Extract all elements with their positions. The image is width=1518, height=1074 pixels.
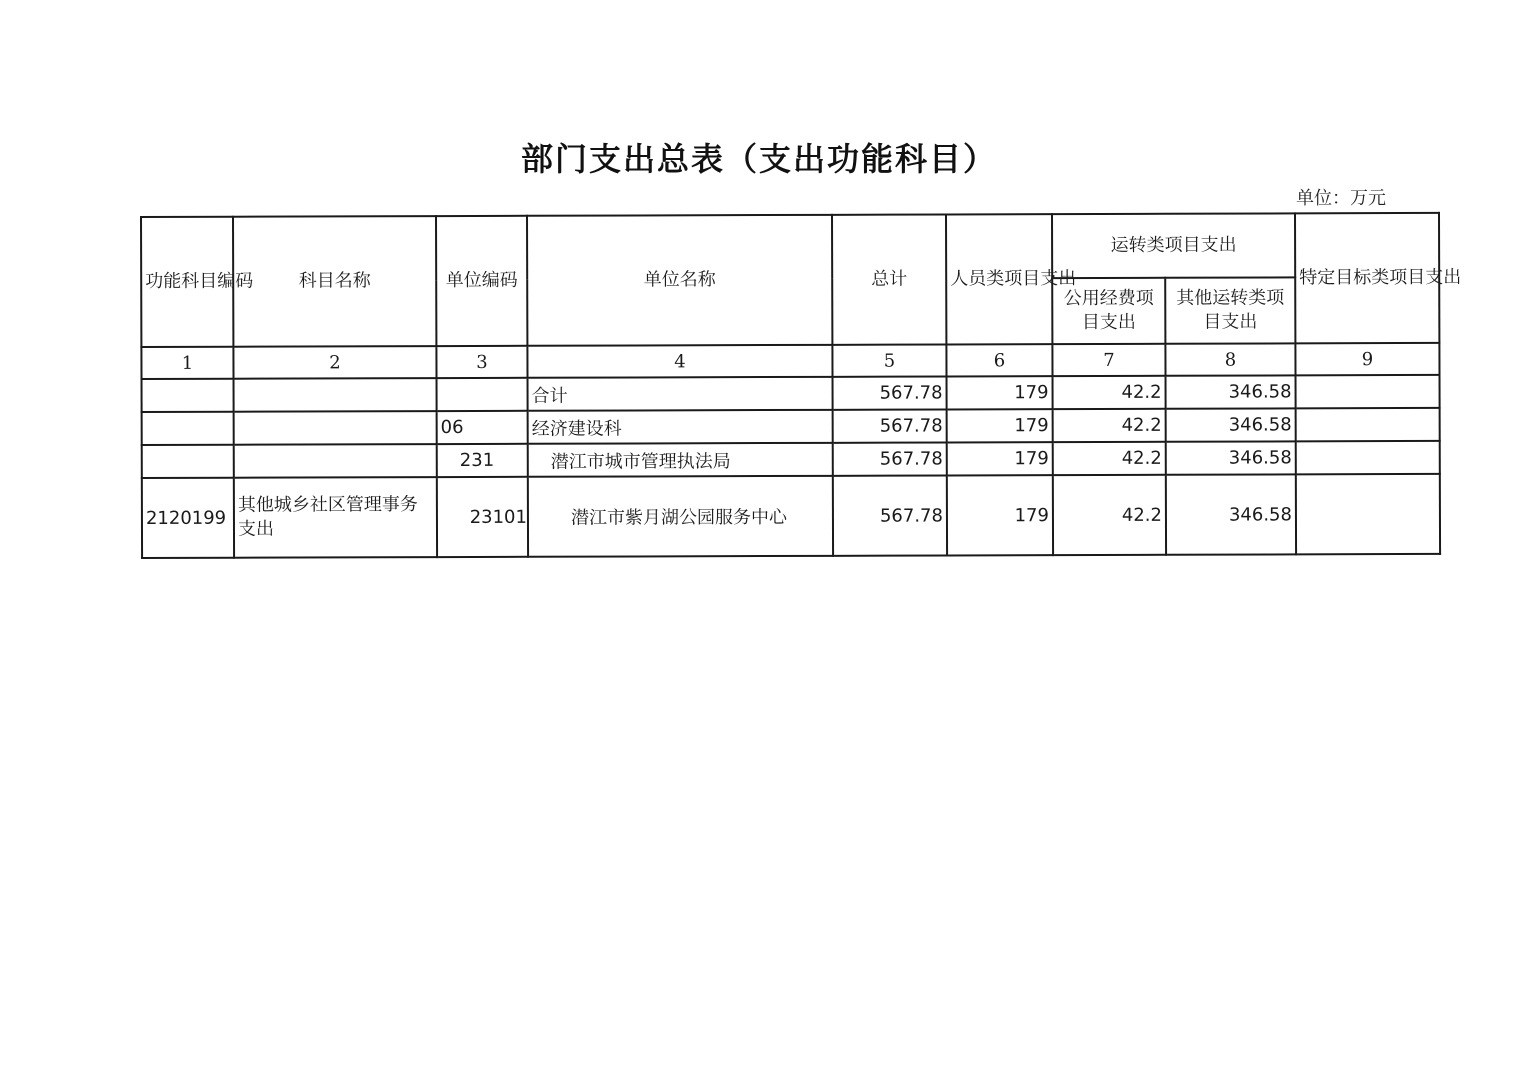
table-row <box>142 408 1440 445</box>
cell-personnel: 179 <box>947 409 1053 442</box>
column-number-row <box>141 343 1439 379</box>
column-number: 1 <box>141 347 233 379</box>
column-number: 7 <box>1052 344 1165 376</box>
header-public-expense: 公用经费项目支出 <box>1052 278 1165 344</box>
cell-func-code <box>142 412 234 445</box>
column-number: 8 <box>1165 343 1295 375</box>
cell-unit-name: 经济建设科 <box>528 410 833 444</box>
cell-other-operation: 346.58 <box>1166 408 1296 441</box>
column-number: 9 <box>1295 343 1439 375</box>
header-unit-code: 单位编码 <box>436 216 527 346</box>
column-number: 3 <box>436 346 527 378</box>
cell-specific <box>1296 474 1440 554</box>
cell-public-expense: 42.2 <box>1053 442 1166 475</box>
column-number: 6 <box>946 344 1052 376</box>
table-row <box>142 375 1440 412</box>
cell-public-expense: 42.2 <box>1053 376 1166 409</box>
header-operation: 运转类项目支出 <box>1052 213 1295 278</box>
column-number: 4 <box>527 345 832 378</box>
cell-total: 567.78 <box>833 442 947 475</box>
page-title: 部门支出总表（支出功能科目） <box>520 140 997 178</box>
cell-func-code <box>142 445 234 478</box>
header-subject-name: 科目名称 <box>233 216 436 347</box>
cell-unit-name: 合计 <box>528 377 833 411</box>
cell-unit-name: 潜江市城市管理执法局 <box>528 443 833 477</box>
cell-other-operation: 346.58 <box>1166 441 1296 474</box>
cell-func-code: 2120199 <box>142 478 234 558</box>
cell-subject-name: 其他城乡社区管理事务支出 <box>234 477 437 558</box>
cell-total: 567.78 <box>833 475 947 555</box>
cell-personnel: 179 <box>947 376 1053 409</box>
cell-public-expense: 42.2 <box>1053 409 1166 442</box>
cell-personnel: 179 <box>947 475 1053 555</box>
header-personnel: 人员类项目支出 <box>946 214 1052 344</box>
cell-total: 567.78 <box>833 409 947 442</box>
cell-specific <box>1296 441 1440 474</box>
cell-unit-name: 潜江市紫月湖公园服务中心 <box>528 476 833 557</box>
column-number: 2 <box>233 346 436 379</box>
header-row-1 <box>141 213 1439 281</box>
cell-func-code <box>142 379 234 412</box>
cell-other-operation: 346.58 <box>1166 375 1296 408</box>
cell-specific <box>1296 375 1440 408</box>
unit-label: 单位：万元 <box>1296 188 1386 209</box>
cell-subject-name <box>234 444 437 478</box>
cell-unit-code: 231 <box>437 444 528 477</box>
header-other-operation: 其他运转类项目支出 <box>1165 277 1295 343</box>
table-row <box>142 441 1440 478</box>
table-row <box>142 474 1440 558</box>
column-number: 5 <box>832 344 946 376</box>
expenditure-table <box>140 212 1462 559</box>
header-unit-name: 单位名称 <box>527 215 832 346</box>
cell-unit-code: 06 <box>437 411 528 444</box>
cell-total: 567.78 <box>833 376 947 409</box>
cell-other-operation: 346.58 <box>1166 474 1296 554</box>
cell-subject-name <box>234 378 437 412</box>
cell-subject-name <box>234 411 437 445</box>
cell-public-expense: 42.2 <box>1053 475 1166 555</box>
header-specific: 特定目标类项目支出 <box>1295 213 1439 343</box>
cell-unit-code <box>437 378 528 411</box>
cell-personnel: 179 <box>947 442 1053 475</box>
cell-unit-code: 23101 <box>437 477 528 557</box>
header-total: 总计 <box>832 214 946 344</box>
cell-specific <box>1296 408 1440 441</box>
header-func-code: 功能科目编码 <box>141 217 233 347</box>
